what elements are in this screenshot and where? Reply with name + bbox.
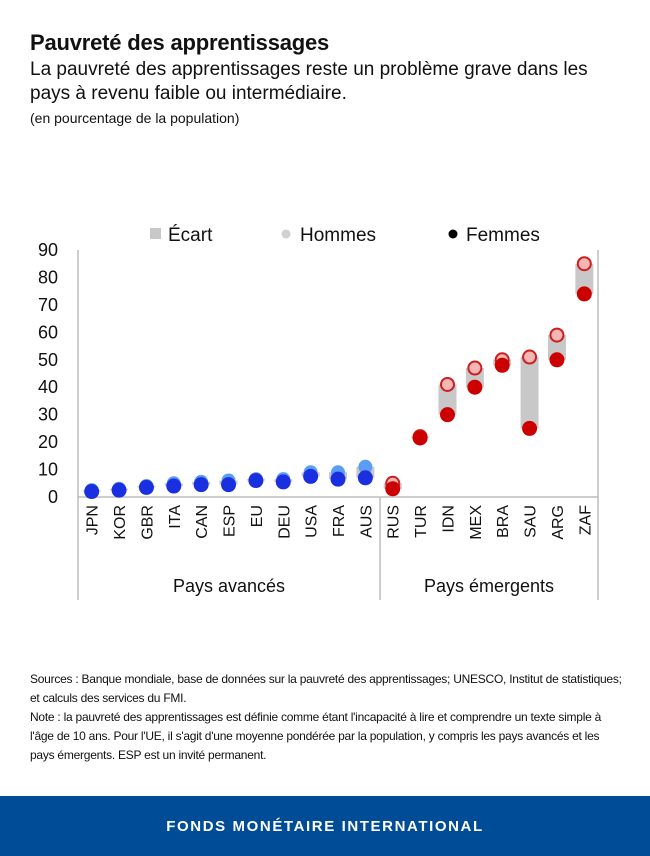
x-tick-label: JPN [84, 505, 102, 536]
femmes-point-ita [166, 479, 181, 494]
x-tick-label: ESP [221, 505, 239, 538]
x-tick-label: BRA [495, 505, 513, 538]
femmes-point-esp [221, 477, 236, 492]
femmes-point-bra [495, 358, 510, 373]
chart-area [0, 210, 650, 610]
y-tick-label: 80 [37, 267, 58, 288]
y-tick-label: 20 [37, 432, 58, 453]
femmes-point-tur [413, 430, 428, 445]
femmes-point-sau [522, 421, 537, 436]
x-tick-label: ITA [166, 505, 184, 529]
femmes-point-mex [467, 380, 482, 395]
legend-label: Écart [168, 225, 213, 246]
x-tick-label: AUS [358, 505, 376, 538]
hommes-point-zaf [578, 257, 591, 270]
sources-text: Sources : Banque mondiale, base de données sur la pauvreté des apprentissages; UNESCO, Institut de statistiques; et calculs des services du FMI. [30, 672, 622, 705]
y-tick-label: 70 [37, 294, 58, 315]
legend-marker-hommes [282, 230, 291, 239]
y-tick-label: 30 [37, 404, 58, 425]
y-tick-label: 10 [37, 459, 58, 480]
chart-subtitle: La pauvreté des apprentissages reste un problème grave dans les pays à revenu faible ou intermédiaire. [30, 59, 588, 104]
legend-marker-femmes [449, 230, 458, 239]
x-tick-label: ZAF [577, 505, 595, 536]
x-tick-label: ARG [549, 505, 567, 540]
femmes-point-idn [440, 407, 455, 422]
hommes-point-mex [468, 362, 481, 375]
femmes-point-eu [248, 473, 263, 488]
y-tick-label: 60 [37, 322, 58, 343]
y-tick-label: 50 [37, 349, 58, 370]
femmes-point-arg [549, 352, 564, 367]
x-tick-label: KOR [112, 505, 130, 540]
legend-label: Femmes [466, 225, 540, 246]
femmes-point-can [194, 477, 209, 492]
group-label-emerging: Pays émergents [423, 576, 555, 596]
chart-title: Pauvreté des apprentissages [30, 30, 330, 55]
femmes-point-zaf [577, 286, 592, 301]
x-tick-label: GBR [139, 505, 157, 540]
y-tick-label: 40 [37, 377, 58, 398]
source-notes [30, 670, 625, 765]
hommes-point-sau [523, 351, 536, 364]
femmes-point-jpn [84, 484, 99, 499]
y-tick-label: 90 [37, 240, 58, 260]
x-tick-label: IDN [440, 505, 458, 533]
footer-label: FONDS MONÉTAIRE INTERNATIONAL [166, 817, 484, 835]
x-tick-label: SAU [522, 505, 540, 538]
x-tick-label: DEU [276, 505, 294, 539]
x-tick-label: EU [248, 505, 266, 528]
femmes-point-gbr [139, 480, 154, 495]
x-tick-label: TUR [413, 505, 431, 538]
x-tick-label: USA [303, 505, 321, 538]
femmes-point-rus [385, 481, 400, 496]
hommes-point-arg [550, 329, 563, 342]
y-tick-label: 0 [47, 487, 58, 507]
group-label-advanced: Pays avancés [172, 576, 286, 596]
x-tick-label: RUS [385, 505, 403, 539]
femmes-point-fra [331, 472, 346, 487]
note-text: Note : la pauvreté des apprentissages est définie comme étant l'incapacité à lire et comprendre un texte simple à l'âge de 10 ans. Pour l'UE, il s'agit d'une moyenne pondérée par la population, y compris les pays avancés et les pays émergents. ESP est un invité permanent. [30, 710, 602, 762]
femmes-point-aus [358, 470, 373, 485]
x-tick-label: FRA [331, 505, 348, 537]
hommes-point-idn [441, 378, 454, 391]
gap-bar-sau [521, 357, 539, 428]
femmes-point-kor [112, 483, 127, 498]
imf-footer-banner [0, 796, 650, 856]
unit-note: (en pourcentage de la population) [30, 110, 240, 126]
femmes-point-deu [276, 474, 291, 489]
femmes-point-usa [303, 469, 318, 484]
legend-label: Hommes [300, 225, 377, 246]
x-tick-label: MEX [467, 505, 485, 540]
legend-marker-ecart [150, 228, 161, 239]
x-tick-label: CAN [194, 505, 212, 539]
